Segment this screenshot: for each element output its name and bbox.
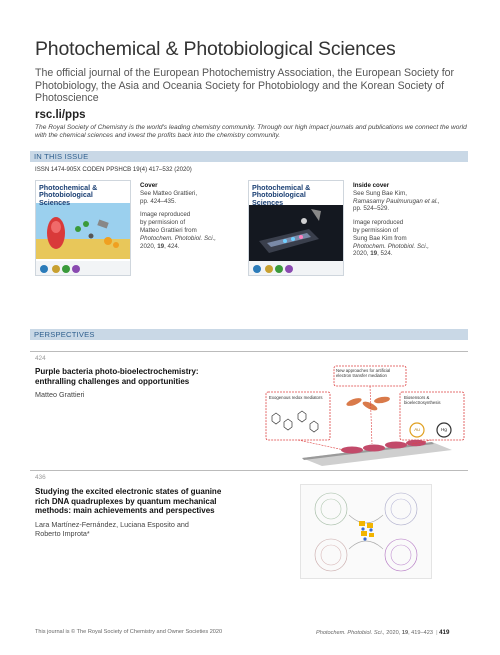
- quadruplex-structure: [301, 485, 431, 578]
- article-figure[interactable]: [262, 358, 468, 466]
- figure-label-top: New approaches for artificial electron transfer mediation: [336, 368, 391, 378]
- cover-see: See Matteo Grattieri,: [140, 189, 198, 197]
- cover-caption: [140, 182, 230, 250]
- page-number: 419: [439, 629, 450, 636]
- article-authors: Lara Martínez-Fernández, Luciana Esposito and Roberto Improta*: [35, 520, 189, 538]
- inside-cover-caption: [353, 182, 458, 258]
- inside-cover-citation-journal: Photochem. Photobiol. Sci.,: [353, 242, 430, 250]
- figure-label-left: Exogenous redox mediators: [269, 395, 323, 400]
- inside-cover-journal-title: Photochemical & Photobiological Sciences: [252, 183, 311, 207]
- inside-cover-credit-3: Sung Bae Kim from: [353, 234, 407, 242]
- footer-citation: Photochem. Photobiol. Sci., 2020, 19, 419–423 | 419: [316, 629, 450, 636]
- divider: [30, 470, 468, 471]
- inside-cover-thumbnail[interactable]: [248, 180, 344, 276]
- cover-citation: 2020, 19, 424.: [140, 242, 180, 250]
- article-title[interactable]: Purple bacteria photo-bioelectrochemistry: enthralling challenges and opportunities: [35, 367, 199, 386]
- cover-heading: Cover: [140, 182, 158, 189]
- perspectives-band: [30, 329, 468, 340]
- inside-cover-see-2: Ramasamy Paulmurugan et al.,: [353, 197, 440, 205]
- inside-cover-pages: pp. 524–529.: [353, 205, 390, 213]
- band-label: PERSPECTIVES: [34, 330, 95, 339]
- footer-copyright: This journal is © The Royal Society of Chemistry and Owner Societies 2020: [35, 629, 223, 635]
- dna-quadruplex-figure[interactable]: [300, 484, 432, 579]
- inside-cover-credit-2: by permission of: [353, 226, 399, 234]
- in-this-issue-band: [30, 151, 468, 162]
- divider: [30, 351, 468, 352]
- cover-credit-3: Matteo Grattieri from: [140, 226, 197, 234]
- rsc-statement: The Royal Society of Chemistry is the world's leading chemistry community. Through our high impact journals and publications we connect the world with the chemical sciences and invest the profits back into the chemistry community.: [35, 124, 467, 140]
- cover-citation-journal: Photochem. Photobiol. Sci.,: [140, 234, 217, 242]
- journal-title: Photochemical & Photobiological Sciences: [35, 38, 396, 60]
- inside-cover-heading: Inside cover: [353, 182, 390, 189]
- article-page-number: 436: [35, 474, 46, 481]
- cover-credit-1: Image reproduced: [140, 211, 191, 219]
- inside-cover-citation: 2020, 19, 524.: [353, 250, 393, 258]
- article-page-number: 424: [35, 355, 46, 362]
- journal-link[interactable]: rsc.li/pps: [35, 109, 86, 121]
- cover-pages: pp. 424–435.: [140, 197, 177, 205]
- cover-journal-title: Photochemical & Photobiological Sciences: [39, 183, 98, 207]
- issn-line: ISSN 1474-905X CODEN PPSHCB 19(4) 417–532 (2020): [35, 166, 192, 173]
- cover-credit-2: by permission of: [140, 219, 186, 227]
- inside-cover-credit-1: Image reproduced: [353, 219, 404, 227]
- figure-label-right: Biosensors & bioelectrosynthesis: [404, 395, 441, 405]
- article-title[interactable]: Studying the excited electronic states of guanine rich DNA quadruplexes by quantum mechanical methods: main achievements and perspectives: [35, 487, 222, 516]
- inside-cover-see: See Sung Bae Kim,: [353, 189, 408, 197]
- figure-label-au: Au: [414, 427, 420, 432]
- article-authors: Matteo Grattieri: [35, 390, 85, 399]
- figure-label-hg: Hg: [441, 427, 447, 432]
- cover-thumbnail[interactable]: [35, 180, 131, 276]
- band-label: IN THIS ISSUE: [34, 152, 89, 161]
- journal-description: The official journal of the European Photochemistry Association, the European Society for Photobiology, the Asia and Oceania Society for Photobiology and the Korean Society of Photoscience: [35, 67, 455, 105]
